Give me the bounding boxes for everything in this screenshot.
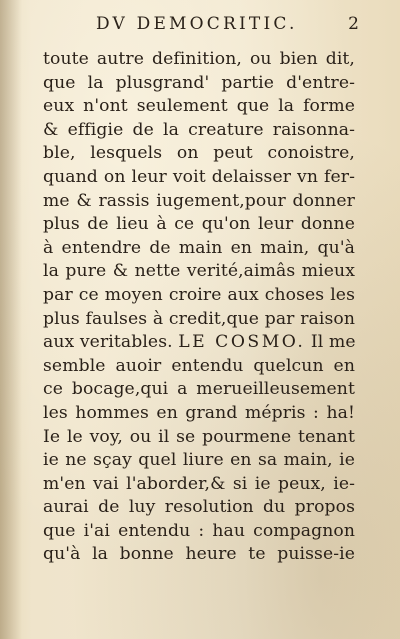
- running-title: DV DEMOCRITIC.: [96, 14, 298, 34]
- text-line: ie ne sçay quel liure en sa main, ie: [43, 450, 355, 471]
- text-line: quand on leur voit delaisser vn fer-: [43, 166, 355, 187]
- text-line: plus faulses à credit,que par raison: [43, 308, 355, 329]
- text-line: toute autre definition, ou bien dit,: [43, 49, 355, 69]
- body-text: [43, 48, 355, 567]
- text-line: aurai de luy resolution du propos: [43, 497, 355, 518]
- text-line: m'en vai l'aborder,& si ie peux, ie-: [43, 473, 355, 494]
- gutter-shadow: [0, 0, 22, 639]
- text-line: que la plusgrand' partie d'entre-: [43, 72, 355, 93]
- text-line: la pure & nette verité,aimâs mieux: [43, 261, 355, 282]
- text-line: & effigie de la creature raisonna-: [43, 119, 355, 140]
- text-line: qu'à la bonne heure te puisse-ie: [43, 544, 355, 565]
- text-line: Ie le voy, ou il se pourmene tenant: [43, 426, 355, 447]
- speaker-name: LE COSMO.: [178, 332, 306, 353]
- text-line: ce bocage,qui a merueilleusement: [43, 379, 355, 400]
- running-head: [0, 14, 400, 40]
- text-line: que i'ai entendu : hau compagnon: [43, 520, 355, 541]
- text-line: semble auoir entendu quelcun en: [43, 355, 355, 376]
- text-line: plus de lieu à ce qu'on leur donne: [43, 214, 355, 235]
- page-number: 2: [348, 14, 359, 34]
- text-line: me & rassis iugement,pour donner: [43, 190, 355, 211]
- text-line: les hommes en grand mépris : ha!: [43, 402, 355, 423]
- text-line: à entendre de main en main, qu'à: [43, 237, 355, 258]
- text-line: par ce moyen croire aux choses les: [43, 284, 355, 305]
- text-line: eux n'ont seulement que la forme: [43, 96, 355, 117]
- text-line: ble, lesquels on peut conoistre,: [43, 143, 355, 164]
- text-line: aux veritables. LE COSMO. Il me: [43, 332, 356, 353]
